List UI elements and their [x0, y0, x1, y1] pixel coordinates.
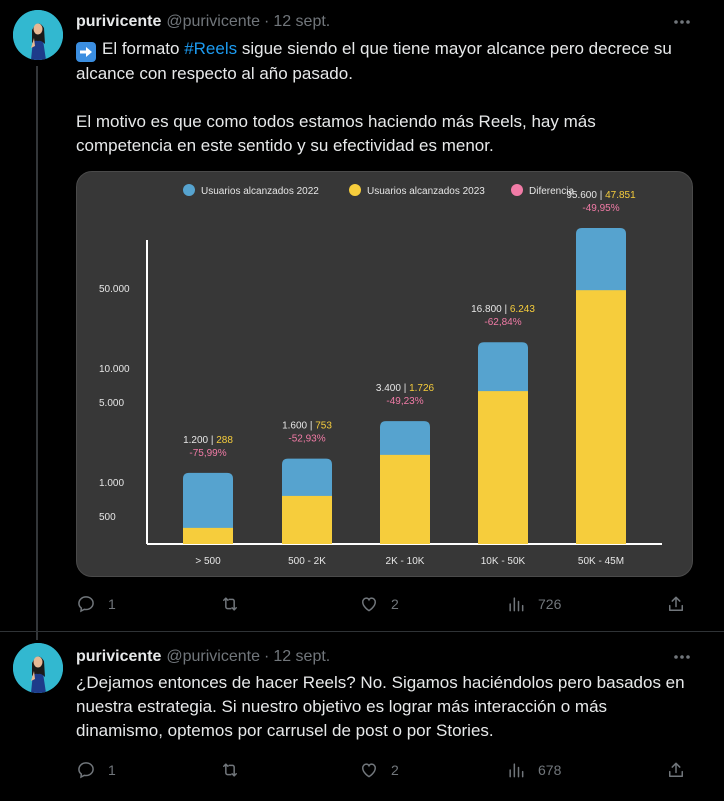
reply-button[interactable]: [76, 592, 116, 616]
data-label-2022: 1.200 |: [183, 434, 217, 446]
y-tick-label: 5.000: [99, 398, 125, 409]
tweet[interactable]: [0, 631, 724, 801]
x-tick-label: 10K - 50K: [480, 556, 526, 567]
right-arrow-emoji-icon: [76, 42, 96, 62]
reply-count: 1: [108, 596, 116, 612]
legend-label: Usuarios alcanzados 2022: [201, 186, 319, 197]
legend-label: Usuarios alcanzados 2023: [367, 186, 485, 197]
retweet-icon: [220, 760, 240, 780]
y-tick-label: 1.000: [99, 478, 125, 489]
separator-dot: ·: [263, 648, 270, 665]
reply-icon: [76, 594, 96, 614]
data-label-2022: 3.400 |: [375, 383, 410, 395]
bar-2023: [380, 455, 430, 544]
reply-count: 1: [108, 762, 116, 778]
bar-chart: [77, 172, 693, 577]
view-count: 726: [538, 596, 562, 612]
tweet-text-paragraph: El motivo es que como todos estamos haciendo más Reels, hay más competencia en este sentido y su efectividad es menor.: [76, 112, 596, 155]
bar-2023: [478, 391, 528, 544]
tweet-date[interactable]: 12 sept.: [273, 13, 331, 30]
share-icon: [666, 594, 686, 614]
retweet-button[interactable]: [220, 758, 252, 782]
data-label-2023: 288: [216, 434, 233, 446]
share-button[interactable]: [666, 592, 686, 616]
data-label-values: [282, 421, 332, 432]
bar-2023: [183, 528, 233, 544]
author-name[interactable]: purivicente: [76, 13, 162, 30]
x-tick-label: 50K - 45M: [577, 556, 625, 567]
x-tick-label: 500 - 2K: [288, 556, 326, 567]
y-tick-label: 50.000: [99, 284, 130, 295]
data-label-2022: 16.800 |: [471, 304, 510, 316]
chart-image[interactable]: [76, 171, 693, 577]
views-button[interactable]: [506, 592, 561, 616]
avatar[interactable]: [13, 10, 63, 60]
like-button[interactable]: [359, 592, 399, 616]
views-bar-icon: [506, 594, 526, 614]
tweet-actions: [76, 758, 696, 782]
views-bar-icon: [506, 760, 526, 780]
like-count: 2: [391, 762, 399, 778]
tweet-text: [76, 37, 696, 158]
x-tick-label: > 500: [195, 556, 221, 567]
legend-label: Diferencia: [529, 186, 575, 197]
more-options-button[interactable]: [672, 647, 692, 667]
retweet-button[interactable]: [220, 592, 252, 616]
more-icon: [673, 654, 691, 660]
share-icon: [666, 760, 686, 780]
legend-marker: [349, 184, 361, 196]
y-tick-label: 10.000: [99, 364, 130, 375]
like-button[interactable]: [359, 758, 399, 782]
views-button[interactable]: [506, 758, 561, 782]
avatar[interactable]: [13, 643, 63, 693]
author-name[interactable]: purivicente: [76, 648, 162, 665]
data-label-difference: -52,93%: [288, 433, 326, 445]
reply-icon: [76, 760, 96, 780]
data-label-2022: 1.600 |: [282, 420, 316, 432]
data-label-2023: 6.243: [509, 304, 535, 316]
data-label-difference: -49,95%: [582, 203, 620, 214]
data-label-values: [183, 435, 233, 446]
view-count: 678: [538, 762, 562, 778]
tweet-text-part: sigue siendo el que tiene mayor alcance pero decrece su alcance con respecto al año pasado.: [76, 39, 672, 83]
tweet-header: [76, 11, 330, 33]
data-label-difference: -75,99%: [189, 447, 227, 459]
y-tick-label: 500: [99, 512, 116, 523]
legend-marker: [183, 184, 195, 196]
data-label-difference: -62,84%: [484, 317, 522, 329]
thread-line: [36, 66, 38, 631]
data-label-2022: 95.600 |: [566, 190, 606, 201]
legend-marker: [511, 184, 523, 196]
reply-button[interactable]: [76, 758, 116, 782]
heart-icon: [359, 760, 379, 780]
data-label-difference: -49,23%: [386, 396, 424, 408]
tweet-actions: [76, 592, 696, 616]
hashtag-link[interactable]: #Reels: [184, 39, 238, 58]
x-tick-label: 2K - 10K: [385, 556, 425, 567]
data-label-2023: 1.726: [409, 383, 435, 395]
bar-2023: [576, 290, 626, 544]
retweet-icon: [220, 594, 240, 614]
author-handle[interactable]: @purivicente: [166, 13, 260, 30]
data-label-values: [376, 383, 435, 394]
share-button[interactable]: [666, 758, 686, 782]
more-options-button[interactable]: [672, 12, 692, 32]
tweet-text: ¿Dejamos entonces de hacer Reels? No. Sigamos haciéndolos pero basados en nuestra estrategia. Si nuestro objetivo es lograr más interacción o más dinamismo, optemos por carrusel de post o por Stories.: [76, 673, 685, 740]
data-label-values: [471, 304, 535, 315]
heart-icon: [359, 594, 379, 614]
more-icon: [673, 19, 691, 25]
like-count: 2: [391, 596, 399, 612]
data-label-2023: 753: [315, 420, 332, 432]
tweet-header: [76, 646, 330, 668]
thread-line: [36, 632, 38, 640]
author-handle[interactable]: @purivicente: [166, 648, 260, 665]
data-label-2023: 47.851: [605, 190, 636, 201]
separator-dot: ·: [263, 13, 270, 30]
bar-2023: [282, 496, 332, 544]
tweet-date[interactable]: 12 sept.: [273, 648, 331, 665]
tweet-text-part: El formato: [102, 39, 185, 58]
data-label-values: [566, 190, 636, 201]
